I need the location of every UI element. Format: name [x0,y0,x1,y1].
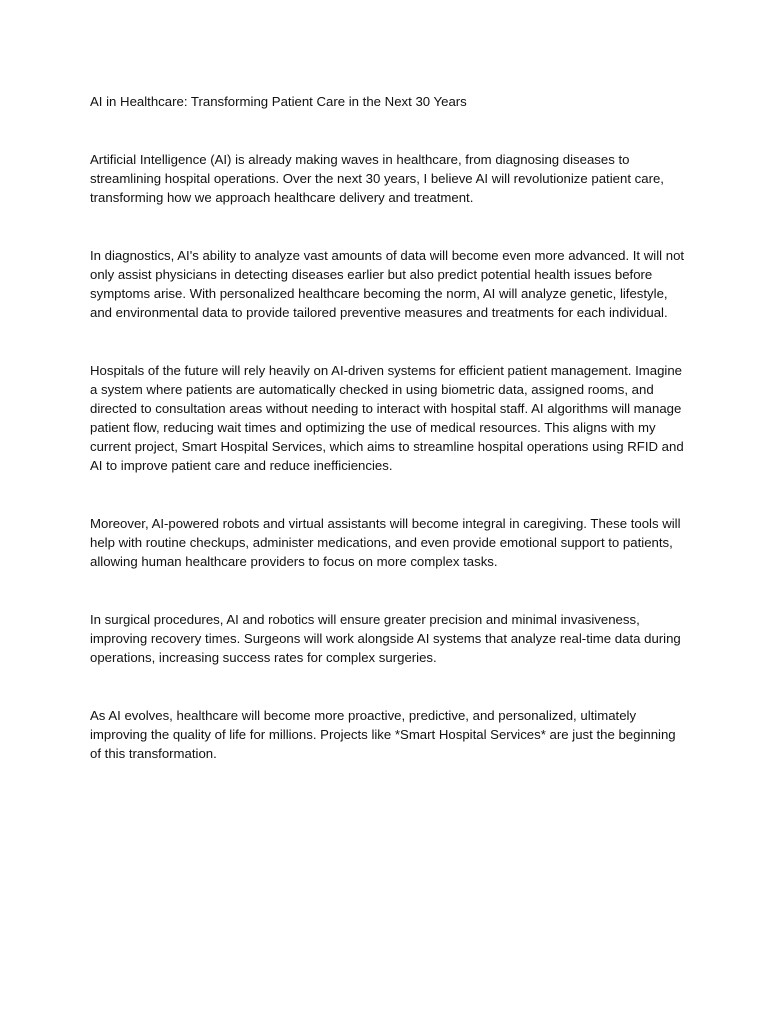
paragraph-diagnostics: In diagnostics, AI's ability to analyze vast amounts of data will become even more advanced. It will not only assist physicians in detecting diseases earlier but also predict potential health issues before symptoms arise. With personalized healthcare becoming the norm, AI will analyze genetic, lifestyle, and environmental data to provide tailored preventive measures and treatments for each individual. [90,248,685,320]
paragraph-surgery: In surgical procedures, AI and robotics will ensure greater precision and minimal invasiveness, improving recovery times. Surgeons will work alongside AI systems that analyze real-time data during operations, increasing success rates for complex surgeries. [90,612,681,665]
paragraph-intro: Artificial Intelligence (AI) is already making waves in healthcare, from diagnosing diseases to streamlining hospital operations. Over the next 30 years, I believe AI will revolutionize patient care, transforming how we approach healthcare delivery and treatment. [90,152,664,205]
paragraph-hospitals: Hospitals of the future will rely heavily on AI-driven systems for efficient patient management. Imagine a system where patients are automatically checked in using biometric data, assigned rooms, and directed to consultation areas without needing to interact with hospital staff. AI algorithms will manage patient flow, reducing wait times and optimizing the use of medical resources. This aligns with my current project, Smart Hospital Services, which aims to streamline hospital operations using RFID and AI to improve patient care and reduce inefficiencies. [90,363,684,473]
paragraph-robots: Moreover, AI-powered robots and virtual assistants will become integral in caregiving. These tools will help with routine checkups, administer medications, and even provide emotional support to patients, allowing human healthcare providers to focus on more complex tasks. [90,516,681,569]
document-body [90,92,690,802]
document-title: AI in Healthcare: Transforming Patient Care in the Next 30 Years [90,94,467,109]
paragraph-conclusion: As AI evolves, healthcare will become more proactive, predictive, and personalized, ultimately improving the quality of life for millions. Projects like *Smart Hospital Services* are just the beginning of this transformation. [90,708,676,761]
